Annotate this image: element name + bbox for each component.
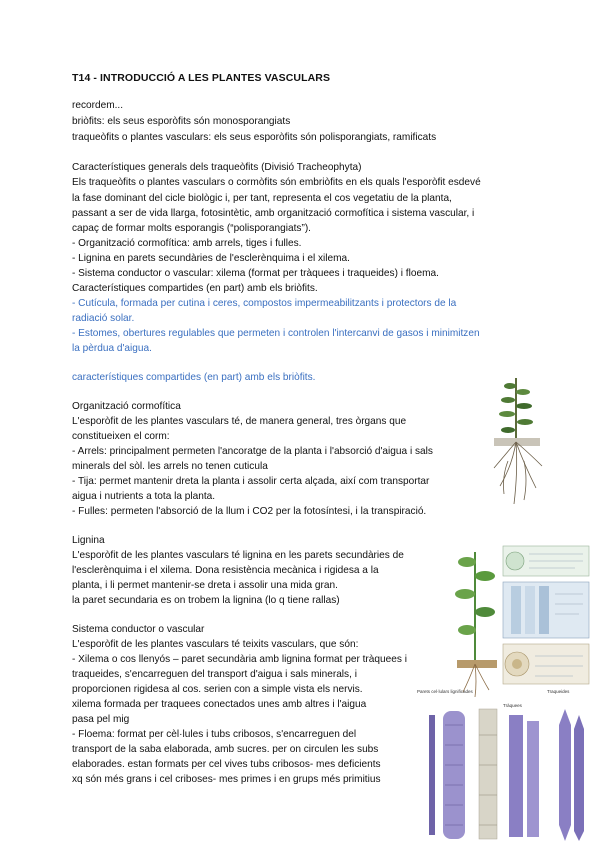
paragraph-line: traqueides, s'encarreguen del transport d'aigua i sals minerals, i [72,669,357,680]
paragraph-line: constitueixen el corm: [72,431,170,442]
paragraph-line: pasa pel mig [72,714,130,725]
section-heading-organitzacio: Organització cormofítica [72,401,181,412]
paragraph-line: l'esclerènquima i el xilema. Dona resistència mecànica i rigidesa a la [72,565,379,576]
lignin-stem-diagram [455,542,593,707]
recordem-heading: recordem... [72,100,124,111]
paragraph-line: L'esporòfit de les plantes vasculars té teixits vasculars, que són: [72,639,359,650]
page-title: T14 - INTRODUCCIÓ A LES PLANTES VASCULARS [72,72,331,84]
paragraph-line: planta, i li permet mantenir-se dreta i assolir una mida gran. [72,580,338,591]
section-heading-caracteristiques: Característiques generals dels traqueòfits (Divisió Tracheophyta) [72,162,362,173]
paragraph-line: la fase dominant del cicle biològic i, per tant, representa el cos vegetatiu de la planta, [72,193,452,204]
section-heading-sistema: Sistema conductor o vascular [72,624,205,635]
label-traqueides: Traqueides [547,689,570,694]
blue-line: la pèrdua d'aigua. [72,343,152,354]
paragraph-line: la paret secundaria es on trobem la lignina (lo q tiene rallas) [72,595,340,606]
plant-roots-illustration [490,376,560,516]
bullet-line: - Organització cormofítica: amb arrels, tiges i fulles. [72,238,302,249]
paragraph-line: aigua i nutrients a tota la planta. [72,491,216,502]
bullet-line: - Xilema o cos llenyós – paret secundària amb lignina format per tràquees i [72,654,407,665]
recordem-line-1: briòfits: els seus esporòfits són monosporangiats [72,116,291,127]
paragraph-line: elaborades. estan formats per cel vives tubs cribosos- mes deficients [72,759,381,770]
bullet-line: - Floema: format per cèl·lules i tubs cribosos, s'encarreguen del [72,729,357,740]
blue-line: característiques compartides (en part) amb els briòfits. [72,372,316,383]
paragraph-line: transport de la saba elaborada, amb sucres. per on circulen les subs [72,744,379,755]
blue-line: - Cutícula, formada per cutina i ceres, compostos impermeabilitzants i protectors de la [72,298,457,309]
label-parets-lignificades: Parets cel·lulars lignificades [417,689,473,694]
section-heading-lignina: Lignina [72,535,105,546]
paragraph-line: xilema formada per traquees conectados unes amb altres i l'aigua [72,699,367,710]
paragraph-line: minerals del sòl. les arrels no tenen cuticula [72,461,268,472]
paragraph-line: Els traqueòfits o plantes vasculars o cormòfits són embriòfits en els quals l'esporòfit esdevé [72,177,481,188]
shared-heading: Característiques compartides (en part) amb els briòfits. [72,283,318,294]
bullet-line: - Fulles: permeten l'absorció de la llum i CO2 per la fotosíntesi, i la transpiració. [72,506,427,517]
label-traquees: Tràquees [503,703,522,708]
bullet-line: - Tija: permet mantenir dreta la planta i assolir certa alçada, així com transportar [72,476,430,487]
paragraph-line: passant a ser de vida llarga, fotosintètic, amb organització cormofítica i sistema vascular, i [72,208,475,219]
paragraph-line: xq són més grans i cel criboses- mes primes i en grups més primitius [72,774,381,785]
recordem-line-2: traqueòfits o plantes vasculars: els seus esporòfits són polisporangiats, ramificats [72,132,437,143]
xylem-vessels-illustration [415,685,595,843]
bullet-line: - Sistema conductor o vascular: xilema (format per tràquees i traqueides) i floema. [72,268,439,279]
bullet-line: - Arrels: principalment permeten l'ancoratge de la planta i l'absorció d'aigua i sals [72,446,433,457]
bullet-line: - Lignina en parets secundàries de l'esclerènquima i el xilema. [72,253,350,264]
paragraph-line: L'esporòfit de les plantes vasculars té, de manera general, tres òrgans que [72,416,407,427]
paragraph-line: L'esporòfit de les plantes vasculars té lignina en les parets secundàries de [72,550,404,561]
blue-line: - Estomes, obertures regulables que permeten i controlen l'intercanvi de gasos i minimitzen [72,328,480,339]
blue-line: radiació solar. [72,313,135,324]
paragraph-line: capaç de formar molts esporangis (“polisporangiats”). [72,223,311,234]
paragraph-line: proporcionen rigidesa al cos. serien con a simple vista els nervis. [72,684,363,695]
